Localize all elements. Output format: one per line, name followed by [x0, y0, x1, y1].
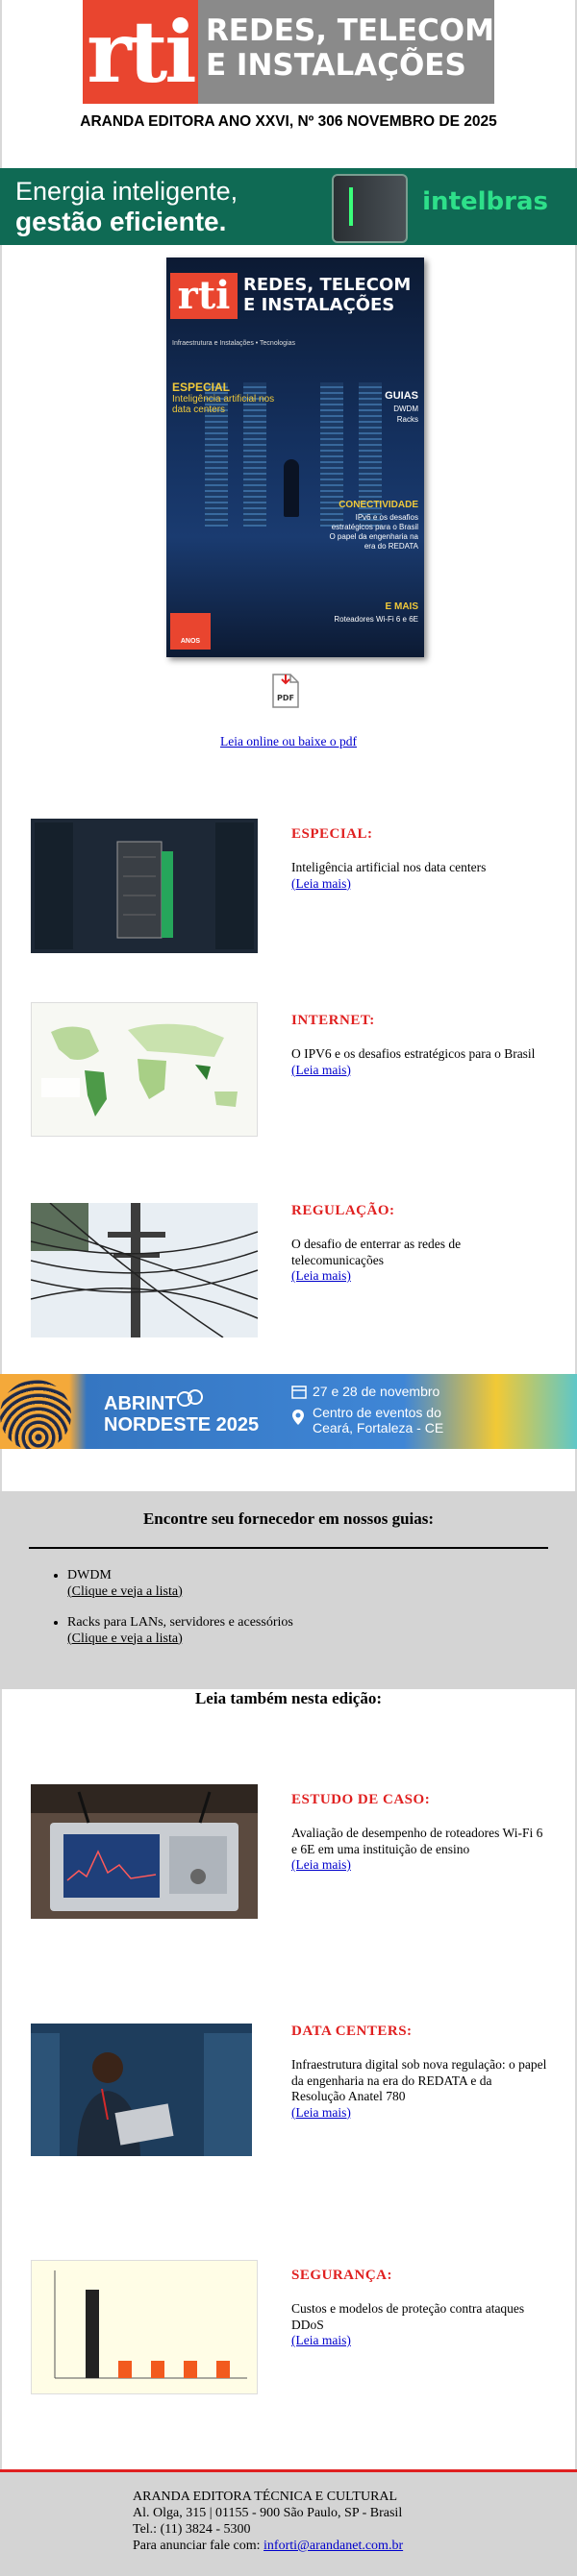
article-category: ESPECIAL:: [291, 826, 373, 842]
article-category: INTERNET:: [291, 1013, 375, 1028]
footer-address: Al. Olga, 315 | 01155 - 900 São Paulo, SP - Brasil: [133, 2506, 403, 2520]
cover-logo-line-2: E INSTALAÇÕES: [243, 295, 395, 315]
utility-pole-cables-image[interactable]: [31, 1203, 258, 1337]
left-border: [0, 0, 2, 2576]
logo-line-2: E INSTALAÇÕES: [205, 48, 466, 83]
world-map-image[interactable]: [31, 1002, 258, 1137]
logo-letters: rti: [83, 0, 198, 104]
magazine-cover[interactable]: [166, 258, 424, 657]
cover-logo-line-1: REDES, TELECOM: [243, 275, 412, 295]
guide-list-link[interactable]: (Clique e veja a lista): [67, 1583, 183, 1599]
pdf-icon[interactable]: [270, 673, 301, 709]
footer-company: ARANDA EDITORA TÉCNICA E CULTURAL: [133, 2490, 398, 2504]
intelbras-logo: intelbras: [422, 187, 548, 216]
bar-chart-image[interactable]: [31, 2260, 258, 2394]
guide-list-link[interactable]: (Clique e veja a lista): [67, 1631, 183, 1646]
pdf-icon-label: PDF: [277, 694, 294, 702]
contact-email-link[interactable]: inforti@arandanet.com.br: [263, 2539, 404, 2553]
logo-wordmark: [198, 0, 494, 104]
article-text: O IPV6 e os desafios estratégicos para o Brasil: [291, 1046, 536, 1061]
cover-anos-badge: ANOS: [170, 613, 211, 650]
cover-person-silhouette: [284, 459, 299, 517]
cover-especial-text: Inteligência artificial nos data centers: [172, 394, 275, 415]
supplier-guides-section: [0, 1491, 577, 1689]
event-date: 27 e 28 de novembro: [313, 1384, 440, 1399]
read-more-link[interactable]: (Leia mais): [291, 2333, 351, 2347]
calendar-icon: [291, 1384, 307, 1399]
decorative-circle: [0, 1380, 71, 1449]
read-more-link[interactable]: (Leia mais): [291, 1268, 351, 1283]
abrint-subtitle: NORDESTE 2025: [104, 1414, 260, 1435]
cover-guias-label: GUIAS: [385, 390, 418, 402]
location-pin-icon: [291, 1409, 305, 1426]
guide-name: • DWDM: [67, 1568, 112, 1582]
guides-divider: [29, 1547, 548, 1549]
footer-advertise: [133, 2539, 403, 2555]
read-more-link[interactable]: (Leia mais): [291, 1062, 351, 1077]
cover-conectividade-label: CONECTIVIDADE: [339, 500, 418, 510]
cover-guias-items: DWDM Racks: [393, 405, 418, 424]
cover-conectividade-text: IPv6 e os desafios estratégicos para o Brasil O papel da engenharia na era do REDATA: [329, 513, 418, 551]
logo-line-1: REDES, TELECOM: [205, 13, 494, 48]
advertise-prefix: Para anunciar fale com:: [133, 2539, 264, 2553]
abrint-title: ABRINT: [104, 1393, 177, 1414]
intelbras-ad-banner[interactable]: [0, 168, 577, 245]
article-category: ESTUDO DE CASO:: [291, 1792, 431, 1807]
spectrum-analyzer-image[interactable]: [31, 1784, 258, 1919]
article-category: DATA CENTERS:: [291, 2024, 413, 2039]
footer-phone: Tel.: (11) 3824 - 5300: [133, 2522, 251, 2537]
read-more-link[interactable]: (Leia mais): [291, 1857, 351, 1872]
article-category: SEGURANÇA:: [291, 2268, 393, 2283]
server-rack-3d-image[interactable]: [31, 819, 258, 953]
ad-headline-1: Energia inteligente,: [15, 177, 238, 206]
event-venue-line-2: Ceará, Fortaleza - CE: [313, 1420, 444, 1435]
article-text: Infraestrutura digital sob nova regulação: o papel da engenharia na era do REDATA e da Resolução Anatel 780: [291, 2057, 547, 2103]
article-summary: [291, 1826, 549, 1874]
datacenter-engineer-image[interactable]: [31, 2024, 252, 2156]
article-text: Inteligência artificial nos data centers: [291, 860, 487, 874]
ad-headline-2: gestão eficiente.: [15, 207, 227, 236]
cover-logo-letters: rti: [170, 273, 238, 319]
cover-subtitle: Infraestrutura e Instalações • Tecnologias: [172, 340, 296, 347]
article-summary: [291, 2301, 549, 2349]
article-summary: [291, 860, 549, 892]
article-summary: [291, 1046, 549, 1078]
rti-logo[interactable]: [83, 0, 494, 104]
article-category: REGULAÇÃO:: [291, 1203, 395, 1218]
cover-logo-wordmark: [243, 275, 411, 315]
also-in-edition-heading: Leia também nesta edição:: [194, 1689, 383, 1707]
guide-item: [67, 1615, 548, 1647]
event-venue-line-1: Centro de eventos do: [313, 1405, 441, 1420]
article-text: Custos e modelos de proteção contra ataques DDoS: [291, 2301, 525, 2332]
event-venue: [313, 1405, 443, 1435]
read-more-link[interactable]: (Leia mais): [291, 875, 351, 891]
guides-list: [48, 1568, 548, 1662]
cover-e-mais-text: Roteadores Wi-Fi 6 e 6E: [334, 615, 418, 624]
edition-line: ARANDA EDITORA ANO XXVI, Nº 306 NOVEMBRO DE 2025: [80, 113, 497, 130]
guide-name: • Racks para LANs, servidores e acessórios: [67, 1615, 293, 1630]
read-more-link[interactable]: (Leia mais): [291, 2104, 351, 2120]
cover-e-mais-label: E MAIS: [385, 601, 418, 612]
guides-title: Encontre seu fornecedor em nossos guias:: [142, 1509, 435, 1528]
ups-device-image: [332, 174, 408, 243]
article-text: O desafio de enterrar as redes de telecomunicações: [291, 1237, 462, 1267]
cover-especial-label: ESPECIAL: [172, 380, 231, 394]
article-summary: [291, 2057, 549, 2121]
abrint-rings-icon: [176, 1389, 205, 1409]
guide-item: [67, 1568, 548, 1600]
article-text: Avaliação de desempenho de roteadores Wi-Fi 6 e 6E em uma instituição de ensino: [291, 1826, 543, 1856]
footer: [0, 2472, 577, 2576]
abrint-nordeste-ad-banner[interactable]: [0, 1374, 577, 1449]
article-summary: [291, 1237, 549, 1285]
read-pdf-link[interactable]: Leia online ou baixe o pdf: [219, 734, 358, 748]
